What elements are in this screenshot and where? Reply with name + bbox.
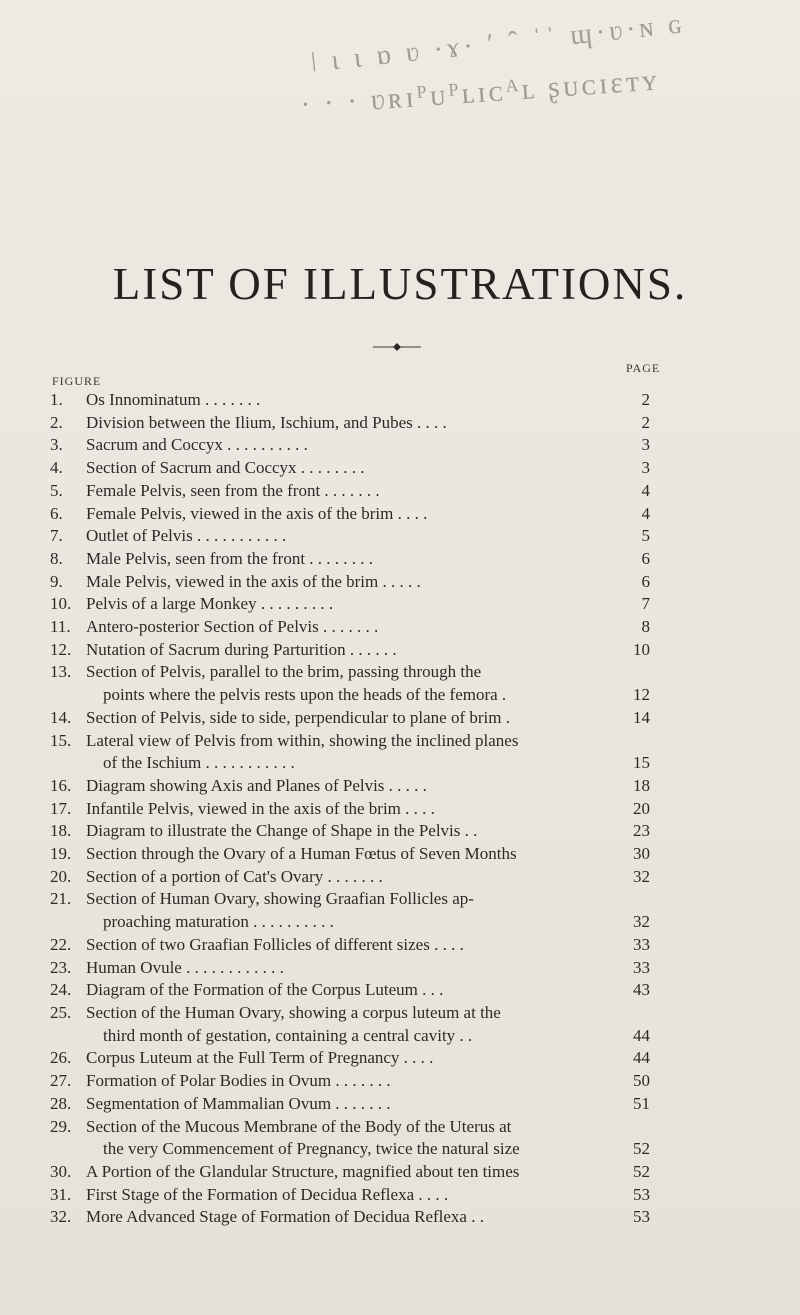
figure-title	[86, 480, 622, 503]
figure-title-line: Os Innominatum . . . . . . .	[86, 390, 261, 409]
figure-title	[86, 934, 622, 957]
figure-title-line: Sacrum and Coccyx . . . . . . . . . .	[86, 435, 308, 455]
figure-title-line: Diagram showing Axis and Planes of Pelvis . . . . .	[86, 775, 427, 795]
figure-number: 26.	[50, 1048, 72, 1068]
page-number: 53	[633, 1207, 650, 1227]
figure-title	[86, 866, 622, 889]
figure-number: 7.	[50, 526, 63, 546]
figure-title-line: Male Pelvis, seen from the front . . . . . . . .	[86, 548, 374, 568]
figure-number: 11.	[50, 617, 71, 637]
list-item	[50, 934, 650, 957]
page-number: 20	[633, 798, 650, 818]
figure-title	[86, 661, 622, 706]
figure-title-line: Section through the Ovary of a Human Fœtus of Seven Months	[86, 844, 517, 864]
page-number: 50	[633, 1071, 650, 1091]
list-item	[50, 1161, 650, 1184]
figure-title-line: More Advanced Stage of Formation of Decidua Reflexa . .	[86, 1207, 484, 1227]
figure-title-line: First Stage of the Formation of Decidua Reflexa . . . .	[86, 1184, 449, 1204]
figure-title	[86, 1093, 622, 1116]
figure-title	[86, 389, 622, 412]
list-item	[50, 389, 650, 412]
figure-number: 31.	[50, 1184, 72, 1204]
figure-title-line: Human Ovule . . . . . . . . . . . .	[86, 957, 284, 977]
figure-title	[86, 434, 622, 457]
page-number: 8	[641, 617, 650, 637]
list-item	[50, 1047, 650, 1070]
figure-title-continuation: the very Commencement of Pregnancy, twice the natural size	[103, 1139, 520, 1159]
figure-title-line: Infantile Pelvis, viewed in the axis of the brim . . . .	[86, 798, 435, 818]
figure-title-line: Nutation of Sacrum during Parturition . . . . . .	[86, 639, 397, 659]
list-item	[50, 707, 650, 730]
figure-title-line: Section of Sacrum and Coccyx . . . . . . . .	[86, 458, 365, 478]
page-number: 14	[633, 707, 650, 727]
figure-title	[86, 979, 622, 1002]
page-number: 4	[641, 480, 650, 500]
figure-title-line: Section of the Mucous Membrane of the Body of the Uterus at	[86, 1116, 512, 1136]
list-item	[50, 888, 650, 933]
figure-title-line: A Portion of the Glandular Structure, magnified about ten times	[86, 1161, 520, 1181]
page-number: 33	[633, 934, 650, 954]
library-stamp	[299, 8, 687, 128]
figure-number: 21.	[50, 889, 72, 909]
figure-title	[86, 775, 622, 798]
figure-title	[86, 593, 622, 616]
figure-title	[86, 525, 622, 548]
list-item	[50, 571, 650, 594]
list-item	[50, 503, 650, 526]
figure-number: 22.	[50, 934, 72, 954]
figure-title	[86, 707, 622, 730]
page-number: 52	[633, 1139, 650, 1159]
figure-title	[86, 820, 622, 843]
figure-title	[86, 1116, 622, 1161]
illustrations-list	[50, 389, 650, 1229]
list-item	[50, 866, 650, 889]
list-item	[50, 730, 650, 775]
figure-title	[86, 1002, 622, 1047]
figure-title-line: Corpus Luteum at the Full Term of Pregnancy . . . .	[86, 1048, 434, 1068]
figure-title	[86, 1206, 622, 1229]
page-number: 33	[633, 957, 650, 977]
figure-title-line: Section of a portion of Cat's Ovary . . . . . . .	[86, 866, 383, 886]
figure-number: 14.	[50, 707, 72, 727]
page-number: 5	[641, 526, 650, 546]
list-item	[50, 1070, 650, 1093]
figure-title	[86, 616, 622, 639]
figure-number: 16.	[50, 775, 72, 795]
list-item	[50, 798, 650, 821]
figure-number: 10.	[50, 594, 72, 614]
page-number: 6	[641, 571, 650, 591]
figure-number: 3.	[50, 435, 63, 455]
figure-title-line: Section of Pelvis, parallel to the brim, passing through the	[86, 662, 482, 682]
page-number: 6	[641, 548, 650, 568]
figure-title-line: Lateral view of Pelvis from within, showing the inclined planes	[86, 730, 519, 750]
list-item	[50, 1206, 650, 1229]
page-number: 30	[633, 844, 650, 864]
figure-title-line: Formation of Polar Bodies in Ovum . . . . . . .	[86, 1071, 391, 1091]
figure-title-line: Antero-posterior Section of Pelvis . . . . . . .	[86, 617, 379, 637]
figure-title	[86, 798, 622, 821]
figure-title	[86, 1047, 622, 1070]
figure-number: 23.	[50, 957, 72, 977]
figure-title-line: Diagram of the Formation of the Corpus Luteum . . .	[86, 980, 444, 1000]
figure-title-line: Division between the Ilium, Ischium, and Pubes . . . .	[86, 412, 447, 432]
figure-number: 15.	[50, 730, 72, 750]
figure-title-line: Pelvis of a large Monkey . . . . . . . . .	[86, 594, 334, 614]
figure-title-line: Female Pelvis, seen from the front . . . . . . .	[86, 480, 380, 500]
list-item	[50, 548, 650, 571]
list-item	[50, 616, 650, 639]
list-item	[50, 1002, 650, 1047]
page-number: 32	[633, 912, 650, 932]
list-item	[50, 1184, 650, 1207]
stamp-line-1: ǀ ɩ ɩ ɒ ʋ ·ɤ· ʹ ˆ ˈˈ ɰ·ʋ·ɴ ɢ	[309, 8, 687, 79]
list-item	[50, 957, 650, 980]
figure-title	[86, 457, 622, 480]
page-number: 52	[633, 1161, 650, 1181]
figure-number: 20.	[50, 866, 72, 886]
figure-title-continuation: third month of gestation, containing a central cavity . .	[103, 1025, 473, 1045]
list-item	[50, 1093, 650, 1116]
figure-title	[86, 1184, 622, 1207]
page-number: 23	[633, 821, 650, 841]
list-item	[50, 480, 650, 503]
figure-title-line: Section of the Human Ovary, showing a corpus luteum at the	[86, 1002, 501, 1022]
page-number: 10	[633, 639, 650, 659]
figure-title	[86, 957, 622, 980]
list-item	[50, 1116, 650, 1161]
ornament-divider	[373, 341, 421, 353]
list-item	[50, 979, 650, 1002]
list-item	[50, 843, 650, 866]
figure-title	[86, 1070, 622, 1093]
figure-number: 28.	[50, 1093, 72, 1113]
page-number: 18	[633, 775, 650, 795]
figure-title	[86, 503, 622, 526]
page-number: 2	[641, 390, 650, 409]
page-number: 15	[633, 753, 650, 773]
figure-title	[86, 639, 622, 662]
figure-title-line: Segmentation of Mammalian Ovum . . . . . . .	[86, 1093, 391, 1113]
list-item	[50, 820, 650, 843]
list-item	[50, 639, 650, 662]
figure-number: 13.	[50, 662, 72, 682]
list-item	[50, 457, 650, 480]
figure-column-header: FIGURE	[52, 374, 102, 388]
figure-number: 8.	[50, 548, 63, 568]
figure-number: 1.	[50, 390, 63, 409]
figure-number: 4.	[50, 458, 63, 478]
figure-number: 6.	[50, 503, 63, 523]
page-number: 43	[633, 980, 650, 1000]
figure-number: 5.	[50, 480, 63, 500]
list-item	[50, 661, 650, 706]
page-title: LIST OF ILLUSTRATIONS.	[112, 259, 688, 309]
figure-title	[86, 412, 622, 435]
figure-number: 2.	[50, 412, 63, 432]
figure-number: 17.	[50, 798, 72, 818]
page-number: 44	[633, 1025, 650, 1045]
figure-title-line: Outlet of Pelvis . . . . . . . . . . .	[86, 526, 287, 546]
figure-number: 24.	[50, 980, 72, 1000]
page-number: 3	[641, 435, 650, 455]
figure-title-line: Section of Human Ovary, showing Graafian Follicles ap-	[86, 889, 474, 909]
stamp-line-2: · · · ʋʀɪᴾᴜᴾʟɪᴄᴬʟ ʂᴜᴄɪɛᴛʏ	[299, 63, 661, 122]
figure-title	[86, 888, 622, 933]
figure-number: 9.	[50, 571, 63, 591]
page-number: 12	[633, 685, 650, 705]
list-item	[50, 412, 650, 435]
figure-number: 32.	[50, 1207, 72, 1227]
figure-title	[86, 548, 622, 571]
figure-title-line: Male Pelvis, viewed in the axis of the brim . . . . .	[86, 571, 421, 591]
figure-title	[86, 1161, 622, 1184]
figure-number: 18.	[50, 821, 72, 841]
page-number: 4	[641, 503, 650, 523]
figure-number: 27.	[50, 1071, 72, 1091]
page-number: 32	[633, 866, 650, 886]
list-item	[50, 434, 650, 457]
figure-title-continuation: proaching maturation . . . . . . . . . .	[103, 912, 334, 932]
list-item	[50, 593, 650, 616]
list-item	[50, 525, 650, 548]
page-number: 51	[633, 1093, 650, 1113]
figure-title-line: Diagram to illustrate the Change of Shape in the Pelvis . .	[86, 821, 478, 841]
page-number: 7	[641, 594, 650, 614]
list-item	[50, 775, 650, 798]
figure-title	[86, 571, 622, 594]
figure-title	[86, 730, 622, 775]
page-number: 2	[641, 412, 650, 432]
figure-number: 12.	[50, 639, 72, 659]
figure-number: 19.	[50, 844, 72, 864]
figure-title-line: Section of two Graafian Follicles of different sizes . . . .	[86, 934, 464, 954]
page-number: 53	[633, 1184, 650, 1204]
page-number: 3	[641, 458, 650, 478]
page-number: 44	[633, 1048, 650, 1068]
figure-title-continuation: points where the pelvis rests upon the heads of the femora .	[103, 685, 507, 705]
figure-number: 25.	[50, 1002, 72, 1022]
figure-title-line: Section of Pelvis, side to side, perpendicular to plane of brim .	[86, 707, 510, 727]
figure-title-continuation: of the Ischium . . . . . . . . . . .	[103, 753, 295, 773]
figure-number: 30.	[50, 1161, 72, 1181]
figure-title-line: Female Pelvis, viewed in the axis of the brim . . . .	[86, 503, 428, 523]
figure-title	[86, 843, 622, 866]
figure-number: 29.	[50, 1116, 72, 1136]
page-column-header: PAGE	[626, 361, 661, 375]
